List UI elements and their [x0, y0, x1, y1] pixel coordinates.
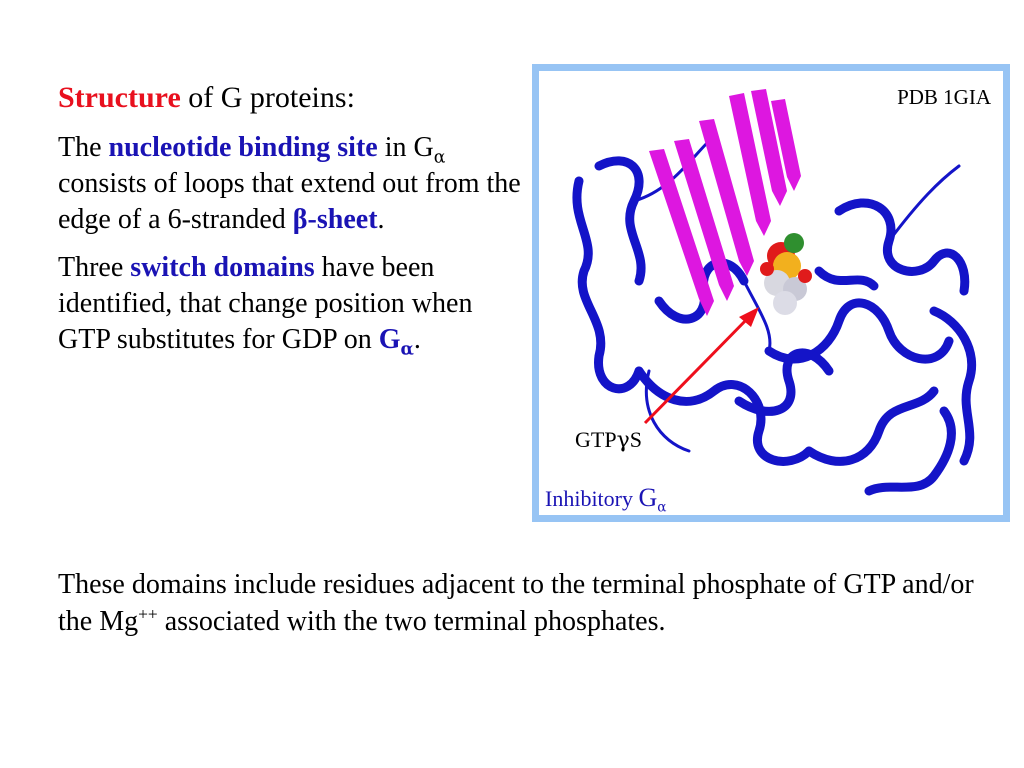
- title-emphasis: Structure: [58, 81, 181, 114]
- left-text-column: [58, 80, 528, 370]
- protein-structure-figure: [532, 64, 1010, 522]
- alpha-subscript: α: [657, 499, 667, 516]
- superscript: ++: [138, 604, 158, 624]
- paragraph-switch-domains: [58, 250, 528, 358]
- gamma-symbol: γ: [616, 428, 630, 453]
- text: associated with the two terminal phosphates.: [164, 606, 666, 637]
- paragraph-domain-residues: [58, 566, 978, 640]
- text: S: [629, 427, 642, 452]
- ligand-pointer-arrow: [645, 315, 751, 423]
- alpha-subscript: α: [400, 339, 414, 360]
- text: have been identified, that change position when GTP substitutes for GDP on: [58, 252, 473, 355]
- term-nucleotide-binding-site: nucleotide binding site: [108, 132, 378, 163]
- text: G: [638, 483, 658, 512]
- text: Inhibitory: [545, 486, 633, 511]
- text: Three: [58, 252, 124, 283]
- text: .: [377, 204, 385, 235]
- text: consists of loops that extend out from the edge of a 6-stranded: [58, 168, 521, 235]
- term-beta-sheet: β-sheet: [292, 204, 378, 235]
- gtp-gamma-s-label: [575, 427, 642, 453]
- title-rest: of G proteins:: [188, 81, 355, 114]
- figure-caption: [545, 483, 667, 516]
- text: These domains include residues adjacent to the terminal phosphate of GTP and/or the Mg: [58, 569, 974, 637]
- text: The: [58, 132, 102, 163]
- text: .: [413, 324, 421, 355]
- gtp-gamma-s-ligand: [760, 233, 812, 315]
- paragraph-binding-site: [58, 130, 528, 238]
- text: in G: [384, 132, 434, 163]
- text: GTP: [575, 427, 617, 452]
- slide-title: [58, 80, 528, 116]
- pdb-id-label: PDB 1GIA: [897, 85, 991, 109]
- text: G: [378, 324, 401, 355]
- alpha-subscript: α: [433, 147, 446, 168]
- term-g-alpha: [378, 324, 414, 360]
- term-switch-domains: switch domains: [130, 252, 315, 283]
